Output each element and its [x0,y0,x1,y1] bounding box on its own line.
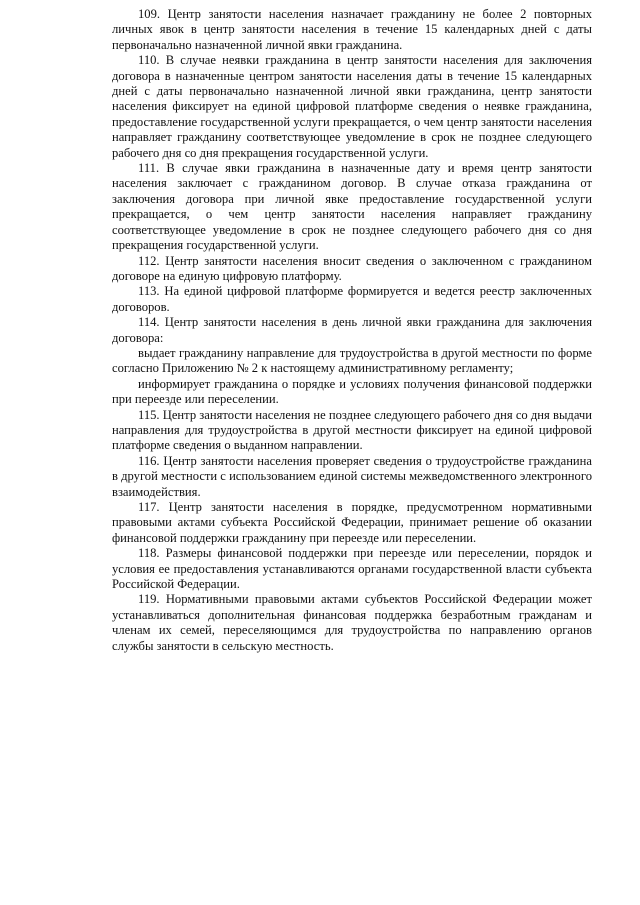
paragraph-110: 110. В случае неявки гражданина в центр занятости населения для заключения договора в назначенные центром занятости населения даты в течение 15 календарных дней с даты первоначально назначенной личной явки гражданина, центр занятости населения фиксирует на единой цифровой платформе сведения о неявке гражданина, предоставление государственной услуги прекращается, о чем центр занятости населения направляет гражданину соответствующее уведомление в срок не позднее следующего рабочего дня со дня прекращения государственной услуги. [112,53,592,160]
paragraph-111: 111. В случае явки гражданина в назначенные дату и время центр занятости населения заключает с гражданином договор. В случае отказа гражданина от заключения договора при личной явке предоставление государственной услуги прекращается, о чем центр занятости населения направляет гражданину соответствующее уведомление в срок не позднее следующего рабочего дня со дня прекращения государственной услуги. [112,161,592,253]
paragraph-117: 117. Центр занятости населения в порядке, предусмотренном нормативными правовыми актами субъекта Российской Федерации, принимает решение об оказании финансовой поддержки гражданину при переезде или переселении. [112,500,592,545]
paragraph-115: 115. Центр занятости населения не позднее следующего рабочего дня со дня выдачи направления для трудоустройства в другой местности фиксирует на единой цифровой платформе сведения о выданном направлении. [112,407,592,453]
paragraph-114-item-1: выдает гражданину направление для трудоустройства в другой местности по форме согласно Приложению № 2 к настоящему административному регламенту; [112,345,592,376]
document-body [112,7,592,654]
paragraph-119: 119. Нормативными правовыми актами субъектов Российской Федерации может устанавливаться дополнительная финансовая поддержка безработным гражданам и членам их семей, переселяющимся для трудоустройства по направлению органов службы занятости в сельскую местность. [112,592,592,653]
paragraph-112: 112. Центр занятости населения вносит сведения о заключенном с гражданином договоре на единую цифровую платформу. [112,253,592,283]
paragraph-113: 113. На единой цифровой платформе формируется и ведется реестр заключенных договоров. [112,284,592,314]
paragraph-114: 114. Центр занятости населения в день личной явки гражданина для заключения договора: [112,315,592,345]
paragraph-114-item-2: информирует гражданина о порядке и условиях получения финансовой поддержки при переезде или переселении. [112,376,592,407]
paragraph-116: 116. Центр занятости населения проверяет сведения о трудоустройстве гражданина в другой местности с использованием единой системы межведомственного электронного взаимодействия. [112,453,592,499]
paragraph-118: 118. Размеры финансовой поддержки при переезде или переселении, порядок и условия ее предоставления устанавливаются органами государственной власти субъекта Российской Федерации. [112,546,592,592]
paragraph-109: 109. Центр занятости населения назначает гражданину не более 2 повторных личных явок в центр занятости населения в течение 15 календарных дней с даты первоначально назначенной личной явки гражданина. [112,7,592,52]
